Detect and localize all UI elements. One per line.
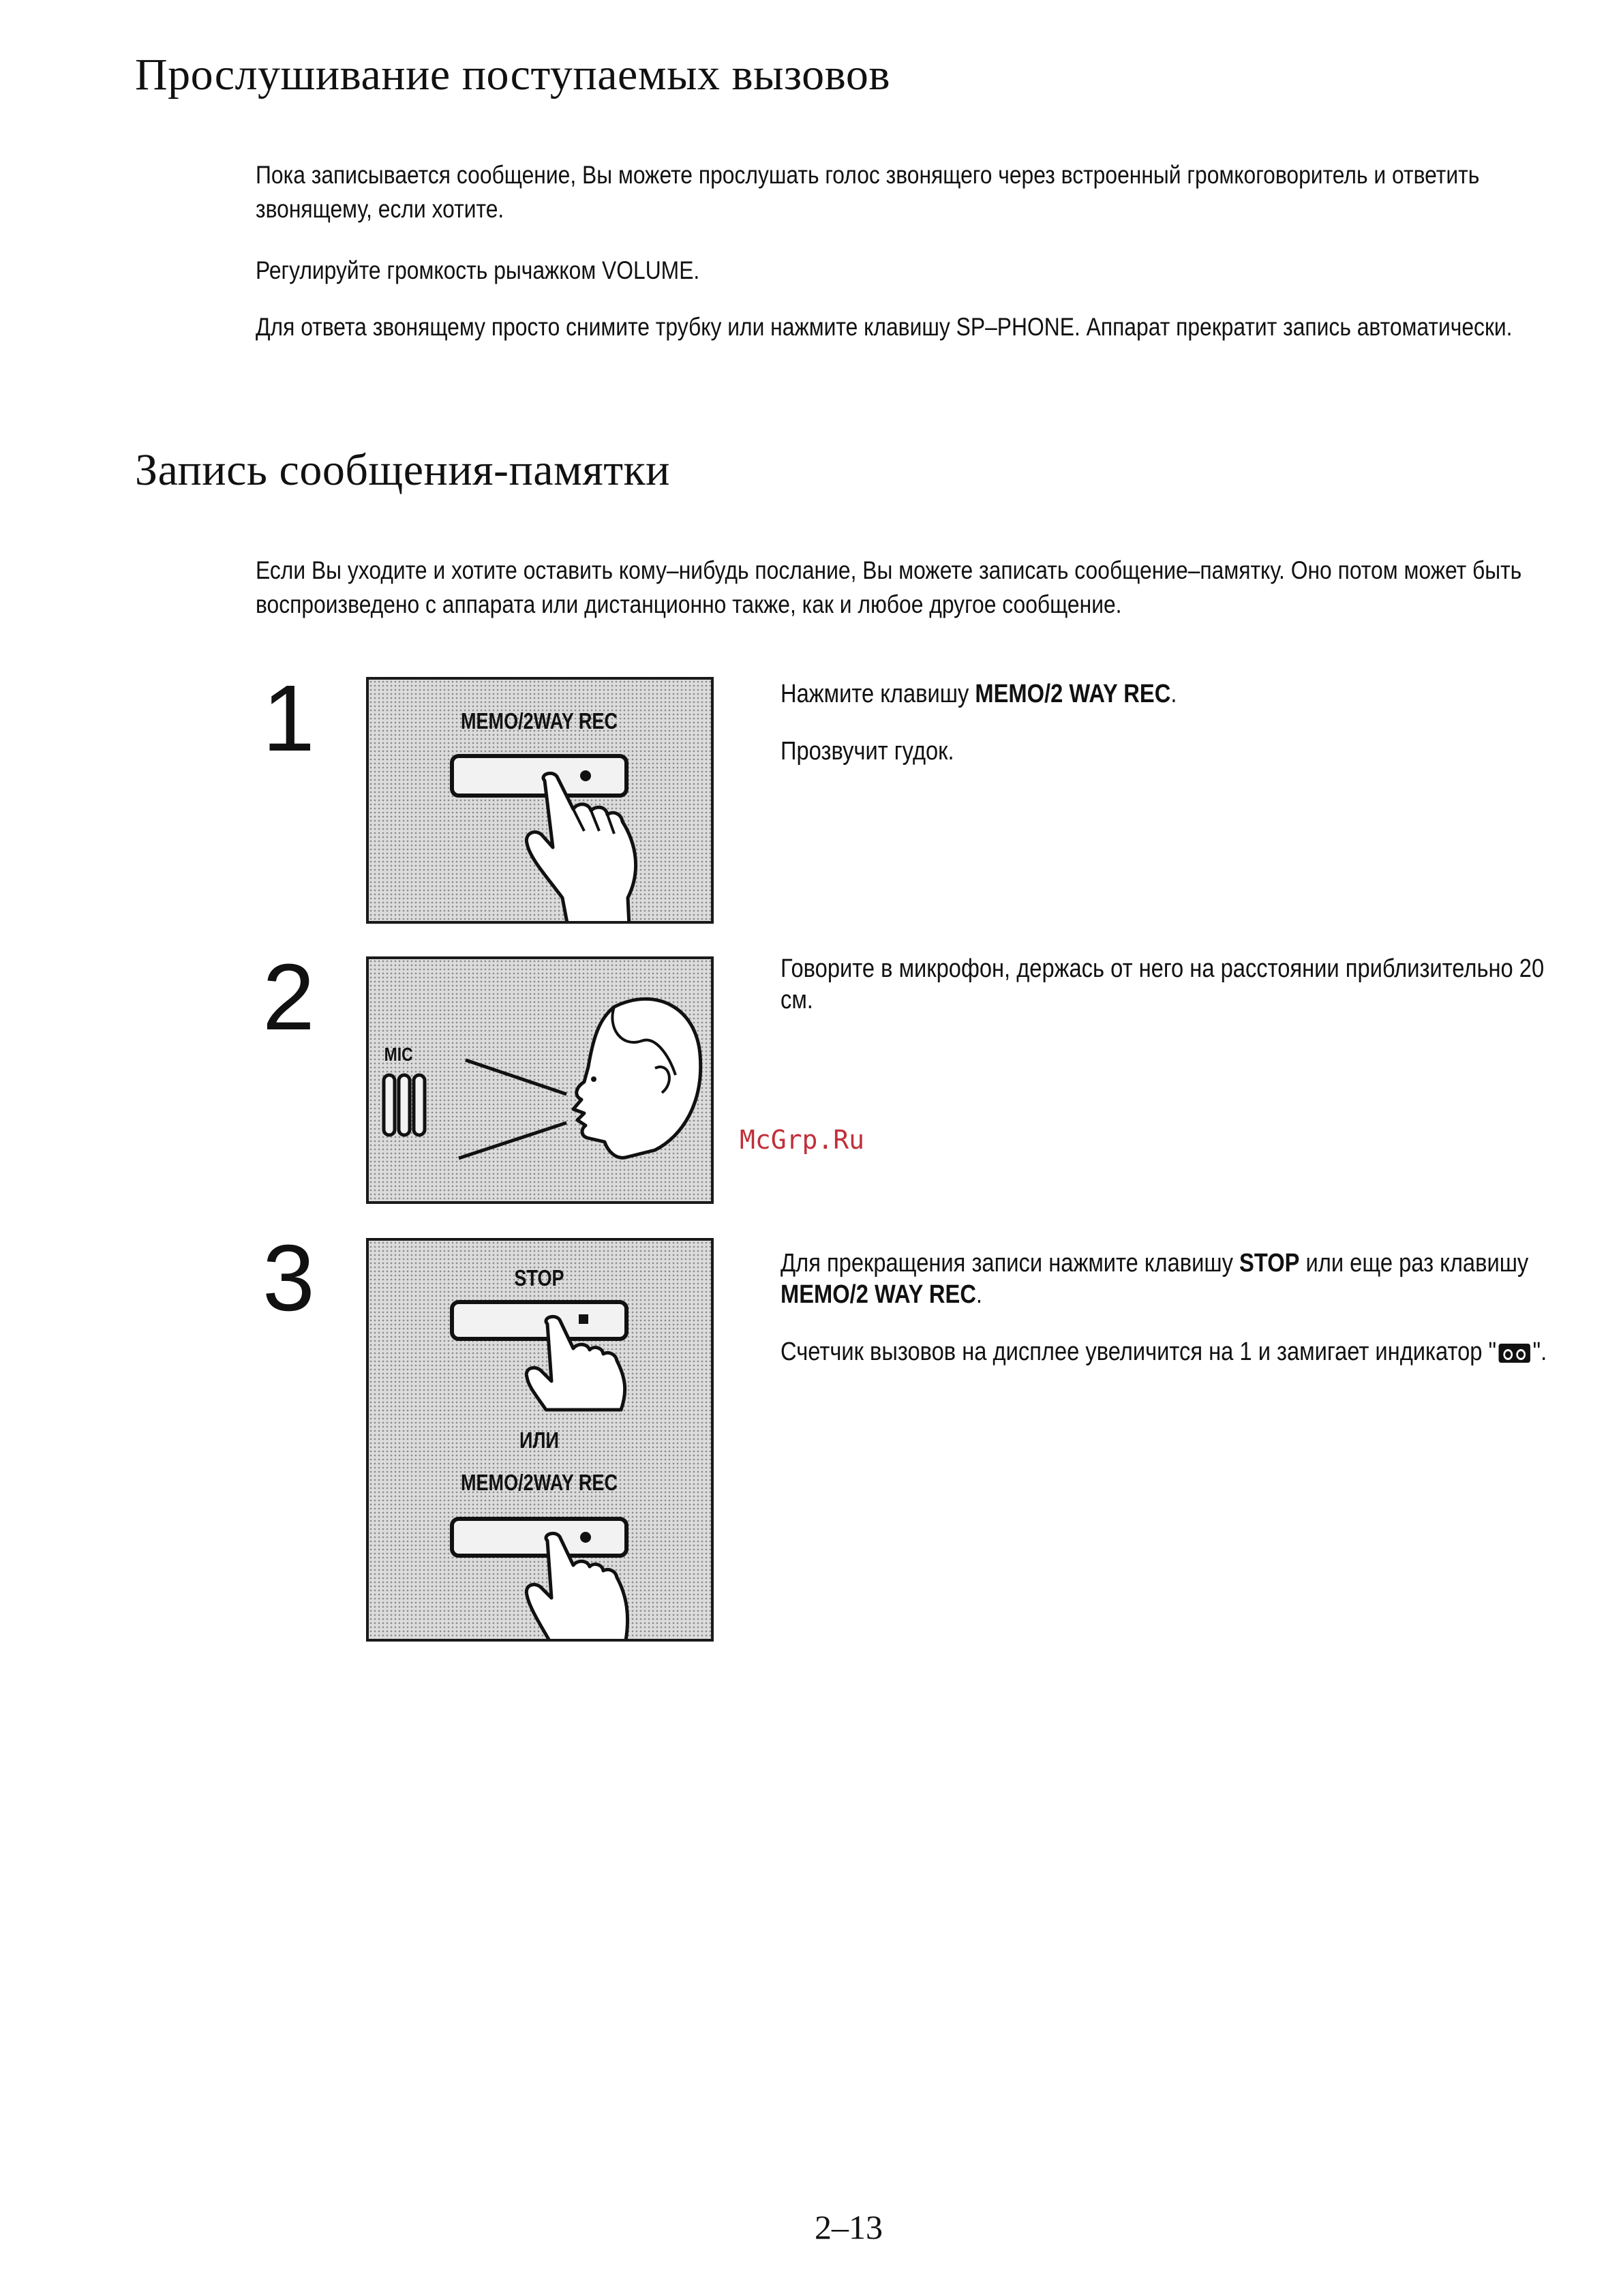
step-3-text-prefix: Для прекращения записи нажмите клавишу bbox=[781, 1249, 1240, 1278]
watermark: McGrp.Ru bbox=[740, 1125, 865, 1155]
step-3-number: 3 bbox=[262, 1226, 315, 1331]
step-2-illustration bbox=[366, 956, 714, 1204]
step-3-text bbox=[781, 1248, 1558, 1368]
section-title-memo: Запись сообщения-памятки bbox=[135, 445, 670, 495]
stop-or-memo-press-icon bbox=[369, 1241, 714, 1642]
memo-button-label: MEMO/2WAY REC bbox=[460, 708, 618, 734]
step-2-number: 2 bbox=[262, 945, 315, 1050]
step-3-text-suffix: . bbox=[975, 1280, 983, 1309]
section-title-listening: Прослушивание поступаемых вызовов bbox=[135, 50, 891, 100]
page-number: 2–13 bbox=[815, 2208, 883, 2246]
step-3-note-prefix: Счетчик вызовов на дисплее увеличится на 1 и замигает индикатор " bbox=[781, 1338, 1497, 1366]
step-3-key-memo: MEMO/2 WAY REC bbox=[781, 1280, 976, 1309]
paragraph-answer: Для ответа звонящему просто снимите трубку или нажмите клавишу SP–PHONE. Аппарат прекратит запись автоматически. bbox=[256, 313, 1513, 341]
step-3-illustration bbox=[366, 1238, 714, 1642]
step-1-text-prefix: Нажмите клавишу bbox=[781, 680, 975, 708]
tape-icon bbox=[1499, 1344, 1530, 1363]
step-3-key-stop: STOP bbox=[1239, 1249, 1300, 1278]
step-2-text bbox=[781, 953, 1558, 1016]
step-1-illustration bbox=[366, 677, 714, 924]
step-3-text-mid: или еще раз клавишу bbox=[1299, 1249, 1529, 1278]
speaking-into-mic-icon bbox=[369, 959, 714, 1204]
paragraph-memo-intro: Если Вы уходите и хотите оставить кому–нибудь послание, Вы можете записать сообщение–памятку. Оно потом может быть воспроизведено с аппарата или дистанционно также, как и любое другое сообщение. bbox=[256, 556, 1522, 618]
step-1-number: 1 bbox=[262, 666, 315, 771]
step-2-instruction: Говорите в микрофон, держась от него на расстоянии приблизительно 20 см. bbox=[781, 954, 1545, 1014]
memo-button-label-alt: MEMO/2WAY REC bbox=[460, 1470, 618, 1495]
memo-button-press-icon bbox=[369, 680, 714, 924]
paragraph-volume: Регулируйте громкость рычажком VOLUME. bbox=[256, 256, 700, 284]
step-1-note: Прозвучит гудок. bbox=[781, 737, 954, 766]
step-3-note-suffix: ". bbox=[1532, 1338, 1547, 1366]
stop-button-label: STOP bbox=[514, 1265, 564, 1290]
step-1-text bbox=[781, 678, 1558, 767]
mic-label: MIC bbox=[384, 1044, 413, 1065]
paragraph-listening-intro: Пока записывается сообщение, Вы можете прослушать голос звонящего через встроенный громкоговоритель и ответить звонящему, если хотите. bbox=[256, 161, 1480, 223]
or-label: ИЛИ bbox=[519, 1428, 559, 1453]
step-1-key-name: MEMO/2 WAY REC bbox=[975, 680, 1171, 708]
step-1-text-suffix: . bbox=[1170, 680, 1177, 708]
